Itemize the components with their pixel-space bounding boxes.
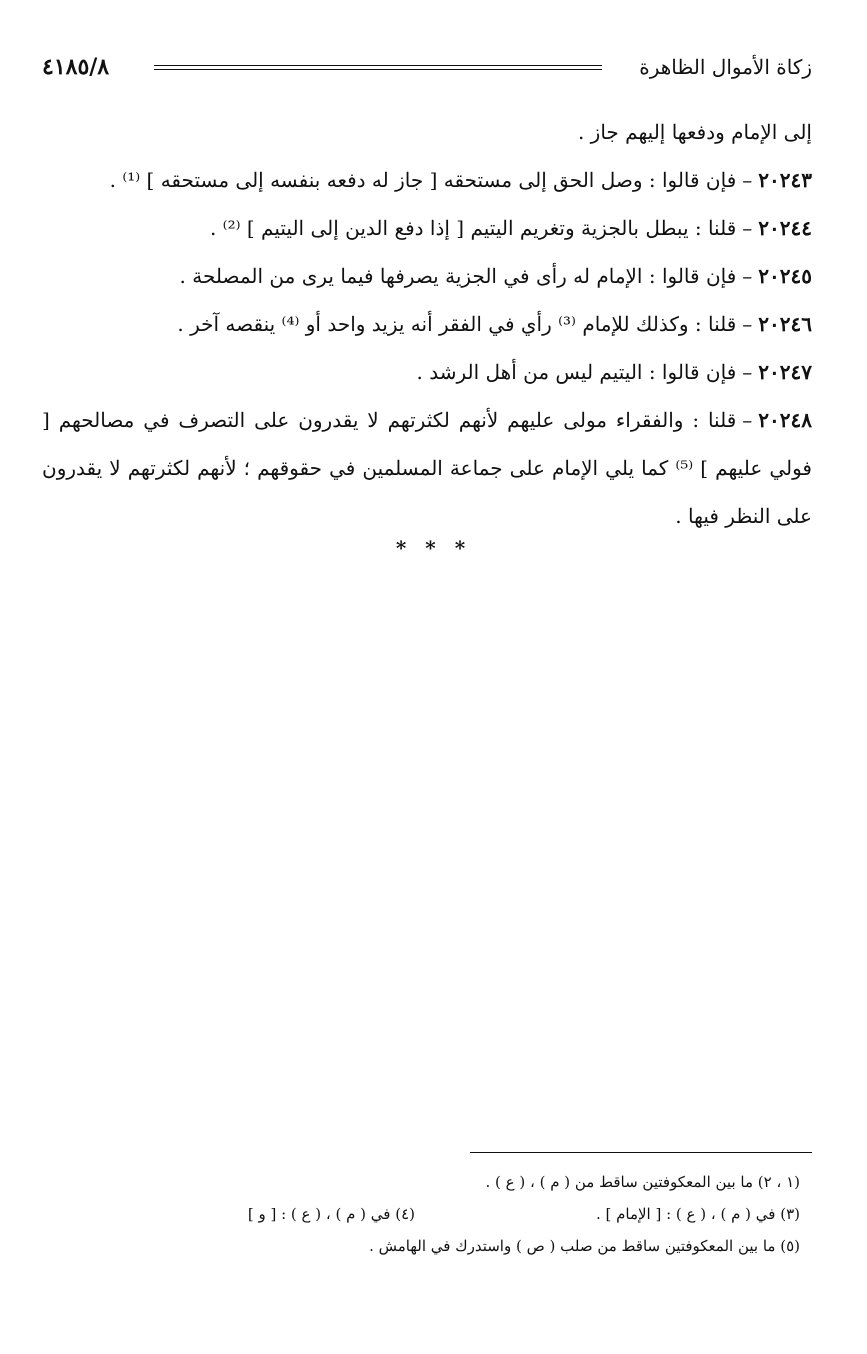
page-header: [42, 52, 812, 88]
paragraph-number: ٢٠٢٤٧: [758, 360, 812, 384]
footnote-1-2: (١ ، ٢) ما بين المعكوفتين ساقط من ( م ) ، ( ع ) .: [485, 1173, 800, 1191]
footnote-3: (٣) في ( م ) ، ( ع ) : [ الإمام ] .: [595, 1205, 800, 1223]
paragraph: [42, 348, 812, 396]
footnotes: [60, 1166, 800, 1262]
dash: –: [742, 264, 753, 288]
footnote-5: (٥) ما بين المعكوفتين ساقط من صلب ( ص ) واستدرك في الهامش .: [369, 1237, 800, 1255]
running-title: زكاة الأموال الظاهرة: [639, 55, 812, 79]
paragraph: [42, 252, 812, 300]
paragraph: [42, 300, 812, 348]
dash: –: [742, 312, 753, 336]
paragraph-number: ٢٠٢٤٨: [758, 408, 812, 432]
paragraph-text: إلى الإمام ودفعها إليهم جاز .: [577, 120, 812, 144]
header-rule: [154, 65, 602, 70]
paragraph-text: فإن قالوا : وصل الحق إلى مستحقه [ جاز له دفعه بنفسه إلى مستحقه ] ⁽¹⁾ .: [109, 168, 737, 192]
page-reference: ٤١٨٥/٨: [42, 54, 110, 80]
paragraph: [42, 108, 812, 156]
paragraph-number: ٢٠٢٤٦: [758, 312, 812, 336]
footnote-line: [60, 1166, 800, 1198]
paragraph-text: قلنا : يبطل بالجزية وتغريم اليتيم [ إذا دفع الدين إلى اليتيم ] ⁽²⁾ .: [209, 216, 737, 240]
footnote-4: (٤) في ( م ) ، ( ع ) : [ و ]: [247, 1205, 415, 1223]
footnote-line: [60, 1230, 800, 1262]
dash: –: [742, 360, 753, 384]
paragraph-number: ٢٠٢٤٤: [758, 216, 812, 240]
paragraph-number: ٢٠٢٤٣: [758, 168, 812, 192]
footnote-line: [60, 1198, 800, 1230]
paragraph-text: فإن قالوا : اليتيم ليس من أهل الرشد .: [416, 360, 737, 384]
paragraph-text: قلنا : وكذلك للإمام ⁽³⁾ رأي في الفقر أنه يزيد واحد أو ⁽⁴⁾ ينقصه آخر .: [177, 312, 737, 336]
paragraph-text: فإن قالوا : الإمام له رأى في الجزية يصرفها فيما يرى من المصلحة .: [179, 264, 737, 288]
paragraph: [42, 156, 812, 204]
dash: –: [742, 408, 753, 432]
dash: –: [742, 216, 753, 240]
main-text: [42, 108, 812, 540]
paragraph-text: قلنا : والفقراء مولى عليهم لأنهم لكثرتهم لا يقدرون على التصرف في مصالحهم [ فولي عليهم ] ⁽⁵⁾ كما يلي الإمام على جماعة المسلمين في حقوقهم ؛ لأنهم لكثرتهم لا يقدرون على النظر فيها .: [42, 408, 812, 528]
section-separator: * * *: [395, 536, 472, 560]
paragraph: [42, 204, 812, 252]
dash: –: [742, 168, 753, 192]
paragraph: [42, 396, 812, 540]
footnote-rule: [470, 1152, 812, 1153]
paragraph-number: ٢٠٢٤٥: [758, 264, 812, 288]
